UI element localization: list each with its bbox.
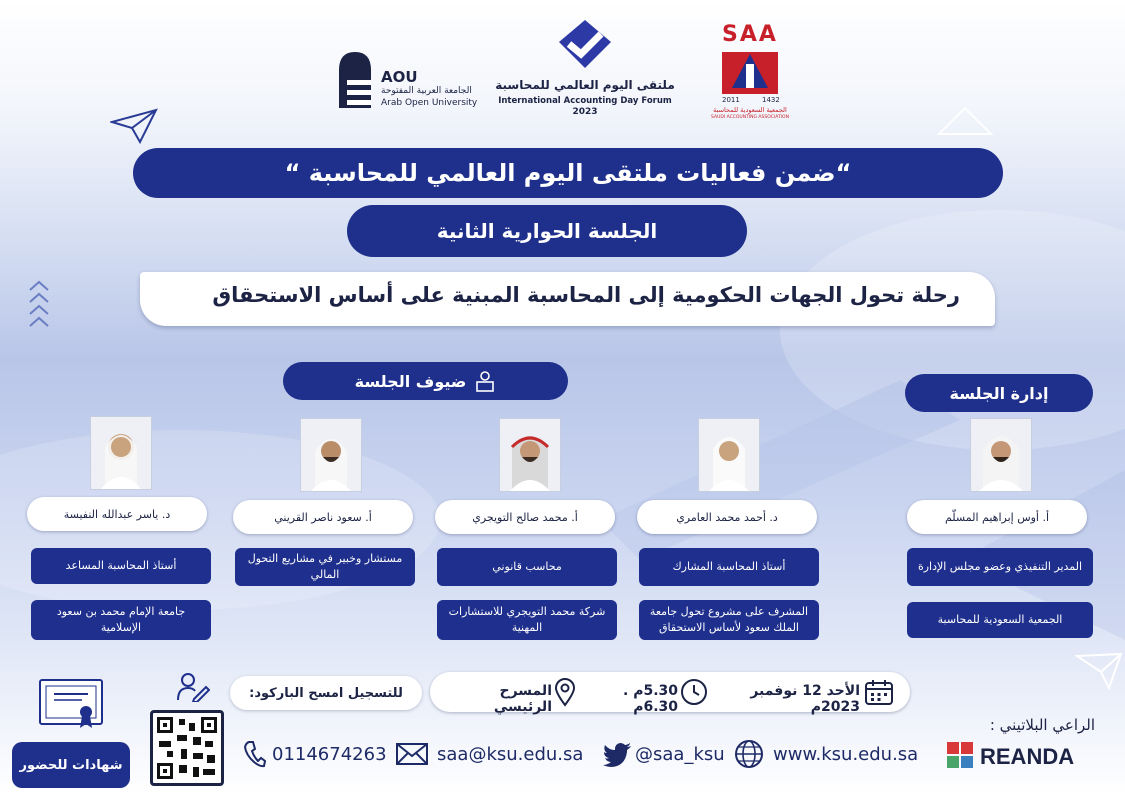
phone-icon: [242, 740, 266, 768]
certificates-badge: شهادات للحضور: [12, 742, 130, 788]
phone-number: 0114674263: [272, 743, 387, 765]
guest-photo-ahmed: [698, 418, 760, 492]
forum-logo: [495, 18, 675, 123]
moderation-heading: إدارة الجلسة: [905, 374, 1093, 412]
moderator-org: الجمعية السعودية للمحاسبة: [907, 602, 1093, 638]
guests-heading: ضيوف الجلسة: [354, 371, 467, 391]
contact-website[interactable]: [733, 737, 918, 771]
moderator-role: المدير التنفيذي وعضو مجلس الإدارة: [907, 548, 1093, 586]
saa-logo: [710, 22, 790, 122]
paper-plane-icon: [1075, 650, 1123, 690]
guest-org-mohammed: شركة محمد التويجري للاستشارات المهنية: [437, 600, 617, 640]
session-topic-box: [140, 272, 995, 326]
session-topic: رحلة تحول الجهات الحكومية إلى المحاسبة المبنية على أساس الاستحقاق: [212, 283, 960, 307]
sponsor-label: الراعي البلاتيني :: [989, 716, 1095, 734]
website-url: www.ksu.edu.sa: [773, 743, 919, 765]
event-venue: المسرح الرئيسي: [493, 683, 552, 715]
aou-logo: [335, 50, 485, 112]
guest-role-mohammed: محاسب قانوني: [437, 548, 617, 586]
saa-arabic-name: الجمعية السعودية للمحاسبة: [713, 106, 787, 114]
guests-heading-pill: [283, 362, 568, 400]
qr-code-icon[interactable]: [150, 710, 224, 786]
podium-icon: [474, 370, 496, 392]
contact-phone[interactable]: [242, 737, 387, 771]
event-date: الأحد 12 نوفمبر 2023م: [750, 683, 860, 715]
event-time: 5.30م . 6.30م: [623, 683, 678, 715]
contact-twitter[interactable]: [603, 737, 725, 771]
user-edit-icon: [176, 672, 210, 702]
forum-arabic-name: ملتقى اليوم العالمي للمحاسبة: [495, 78, 675, 92]
guest-photo-saud: [300, 418, 362, 492]
saa-year-right: 1432: [762, 96, 780, 104]
registration-label: للتسجيل امسح الباركود:: [230, 676, 422, 710]
sponsor-name: REANDA: [980, 744, 1075, 769]
reanda-logo-mark: [945, 740, 977, 770]
guest-org-yasser: جامعة الإمام محمد بن سعود الإسلامية: [31, 600, 211, 640]
triangle-decoration: [935, 104, 995, 138]
paper-plane-icon: [110, 108, 158, 144]
guest-photo-mohammed: [499, 418, 561, 492]
moderator-name: أ. أوس إبراهيم المسلّم: [907, 500, 1087, 534]
guest-photo-yasser: [90, 416, 152, 490]
session-number-banner: الجلسة الحوارية الثانية: [347, 205, 747, 257]
aou-mark-text: AOU: [381, 68, 418, 86]
guest-role-ahmed: أستاذ المحاسبة المشارك: [639, 548, 819, 586]
event-info-pill: [430, 672, 910, 715]
aou-logo-mark: [335, 50, 375, 110]
saa-emblem: [718, 48, 782, 96]
saa-mark-text: SAA: [722, 22, 778, 47]
guest-name-mohammed: أ. محمد صالح التويجري: [435, 500, 615, 534]
guest-name-ahmed: د. أحمد محمد العامري: [637, 500, 817, 534]
guest-role-saud: مستشار وخبير في مشاريع التحول المالي: [235, 548, 415, 586]
globe-icon: [733, 738, 765, 770]
contact-email[interactable]: [395, 737, 583, 771]
aou-arabic-name: الجامعة العربية المفتوحة: [381, 86, 472, 96]
guest-name-saud: أ. سعود ناصر القريني: [233, 500, 413, 534]
email-address: saa@ksu.edu.sa: [437, 743, 584, 765]
certificate-icon: [38, 678, 104, 730]
forum-english-name: International Accounting Day Forum: [498, 96, 672, 106]
forum-year: 2023: [572, 107, 598, 117]
event-banner: “ضمن فعاليات ملتقى اليوم العالمي للمحاسبة “: [133, 148, 1003, 198]
guest-org-ahmed: المشرف على مشروع تحول جامعة الملك سعود لأساس الاستحقاق: [639, 600, 819, 640]
twitter-handle: @saa_ksu: [635, 743, 725, 765]
saa-year-left: 2011: [722, 96, 740, 104]
email-icon: [395, 742, 429, 766]
forum-logo-mark: [555, 18, 615, 74]
chevrons-decoration: [28, 280, 50, 336]
calendar-icon: [864, 678, 894, 706]
clock-icon: [680, 678, 708, 706]
saa-english-name: SAUDI ACCOUNTING ASSOCIATION: [711, 115, 789, 120]
twitter-icon: [603, 741, 633, 767]
moderator-photo: [970, 418, 1032, 492]
guest-name-yasser: د. ياسر عبدالله النفيسة: [27, 497, 207, 531]
aou-english-name: Arab Open University: [381, 98, 478, 108]
guest-role-yasser: أستاذ المحاسبة المساعد: [31, 548, 211, 584]
location-pin-icon: [554, 677, 576, 707]
